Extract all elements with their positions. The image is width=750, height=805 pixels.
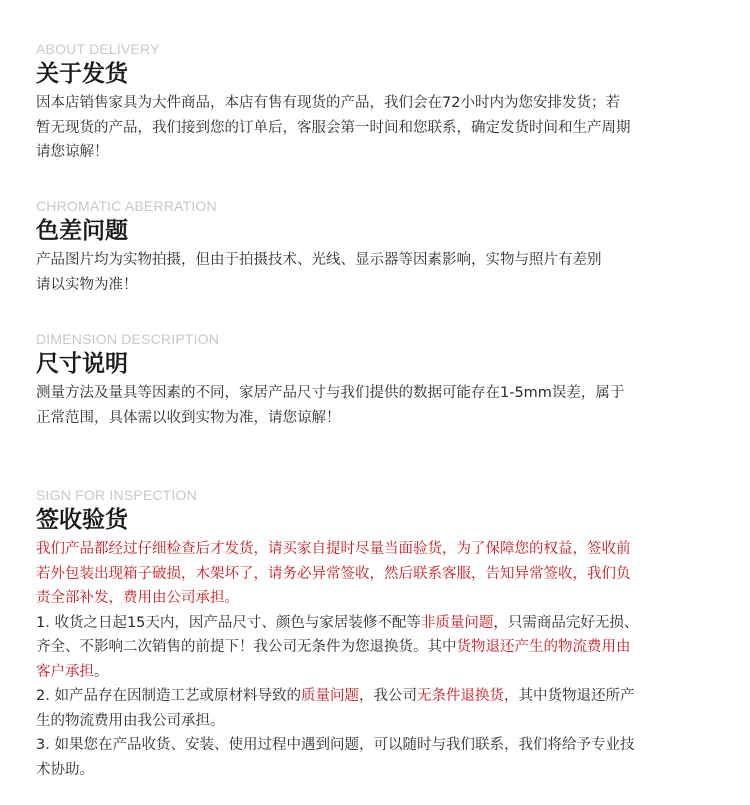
- section-inspection: [36, 487, 716, 782]
- policy-item-2-line-2: 生的物流费用由我公司承担。: [36, 712, 225, 729]
- policy-text: ，只需商品完好无损、: [493, 614, 639, 631]
- delivery-cn-title: 关于发货: [36, 61, 128, 87]
- dimension-line: 测量方法及量具等因素的不同，家居产品尺寸与我们提供的数据可能存在1-5mm误差，属于: [36, 385, 625, 401]
- section-dimension: [36, 331, 716, 430]
- chromatic-en-title: CHROMATIC ABERRATION: [36, 198, 217, 214]
- delivery-line: 请您谅解！: [36, 144, 109, 160]
- policy-text: ，其中货物退还所产: [503, 688, 635, 704]
- dimension-en-title: DIMENSION DESCRIPTION: [36, 331, 220, 347]
- delivery-body: [36, 91, 716, 165]
- policy-text: 2. 如产品存在因制造工艺或原材料导致的: [36, 688, 301, 704]
- inspection-warning-line: 责全部补发，费用由公司承担。: [36, 590, 239, 606]
- chromatic-line: 请以实物为准！: [36, 276, 138, 293]
- inspection-body: [36, 537, 716, 782]
- policy-highlight: 货物退还产生的物流费用由: [456, 639, 631, 655]
- policy-text: ，我公司: [358, 688, 417, 704]
- dimension-cn-title: 尺寸说明: [36, 351, 128, 377]
- chromatic-line: 产品图片均为实物拍摄，但由于拍摄技术、光线、显示器等因素影响，实物与照片有差别: [36, 252, 602, 268]
- policy-text: 齐全、不影响二次销售的前提下！我公司无条件为您退换货。其中: [36, 639, 457, 655]
- policy-highlight: 非质量问题: [420, 614, 494, 631]
- chromatic-body: [36, 248, 716, 297]
- dimension-body: [36, 381, 716, 430]
- delivery-line: 暂无现货的产品，我们接到您的订单后，客服会第一时间和您联系，确定发货时间和生产周期: [36, 119, 631, 136]
- section-delivery: [36, 41, 716, 165]
- chromatic-cn-title: 色差问题: [36, 218, 128, 244]
- policy-item-1-line-3: [36, 660, 716, 685]
- policy-item-1-line-1: [36, 611, 716, 636]
- inspection-en-title: SIGN FOR INSPECTION: [36, 487, 197, 503]
- inspection-cn-title: 签收验货: [36, 507, 128, 533]
- section-chromatic: [36, 198, 716, 297]
- policy-item-3-line-1: 3. 如果您在产品收货、安装、使用过程中遇到问题，可以随时与我们联系，我们将给予专业技: [36, 737, 635, 753]
- policy-item-3-line-2: 术协助。: [36, 761, 94, 778]
- inspection-warning-line: 若外包装出现箱子破损，木架坏了，请务必异常签收，然后联系客服，告知异常签收，我们负: [36, 565, 631, 582]
- inspection-warning-line: 我们产品都经过仔细检查后才发货，请买家自提时尽量当面验货，为了保障您的权益，签收前: [36, 541, 631, 557]
- policy-highlight: 客户承担: [36, 663, 94, 680]
- policy-highlight: 质量问题: [300, 688, 359, 704]
- dimension-line: 正常范围，具体需以收到实物为准，请您谅解！: [36, 409, 341, 426]
- policy-item-2-line-1: [36, 684, 716, 709]
- delivery-en-title: ABOUT DELIVERY: [36, 41, 160, 57]
- policy-text: 1. 收货之日起15天内，因产品尺寸、颜色与家居装修不配等: [36, 614, 421, 631]
- delivery-line: 因本店销售家具为大件商品，本店有售有现货的产品，我们会在72小时内为您安排发货；若: [36, 95, 620, 111]
- policy-highlight: 无条件退换货: [416, 688, 504, 704]
- policy-text: 。: [94, 663, 109, 680]
- policy-item-1-line-2: [36, 635, 716, 660]
